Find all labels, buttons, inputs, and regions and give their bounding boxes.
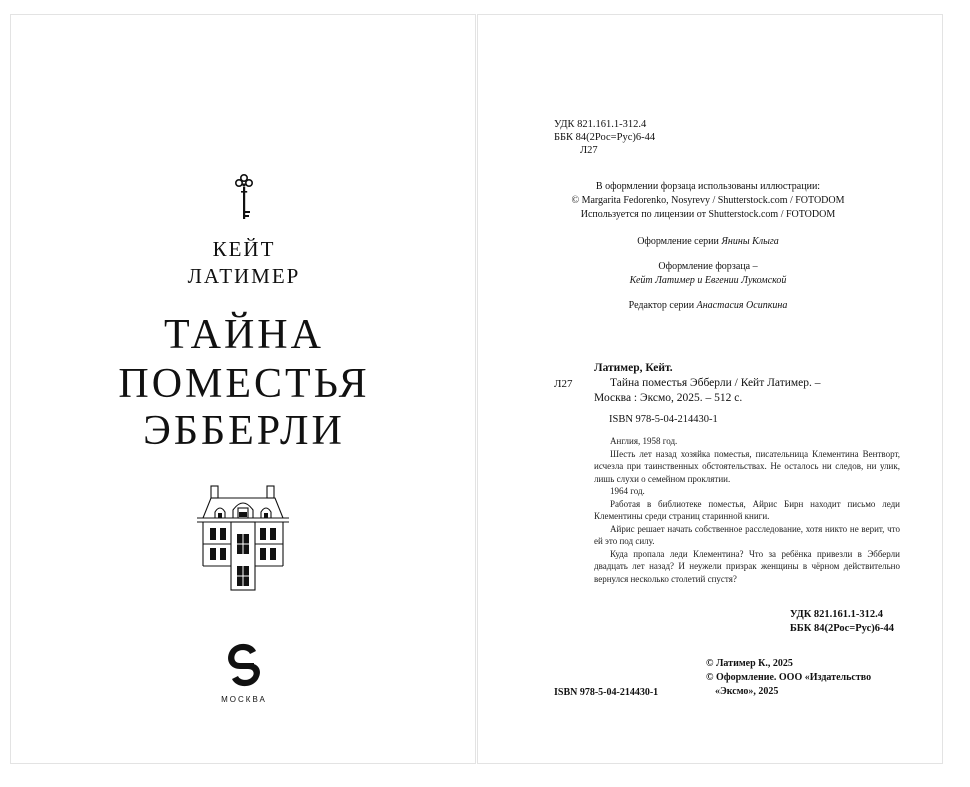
book-title-line-1: ТАЙНА <box>164 312 324 358</box>
credit-name: Янины Клыга <box>721 236 779 247</box>
bibliographic-record <box>594 361 900 406</box>
illustration-credits <box>558 180 858 222</box>
annotation-paragraph: Работая в библиотеке поместья, Айрис Бирн находит письмо леди Клементины среди страниц старинной книги. <box>594 498 900 521</box>
book-title-line-3: ЭББЕРЛИ <box>143 408 345 454</box>
key-icon <box>234 173 254 223</box>
annotation-paragraph: 1964 год. <box>610 486 645 496</box>
copyright-line: © Латимер К., 2025 <box>706 658 793 669</box>
annotation-paragraph: Куда пропала леди Клементина? Что за ребёнка привезли в Эбберли двадцать лет назад? И неужели призрак женщины в чёрном действительно вернулся несколько столетий спустя? <box>594 548 900 584</box>
publisher-city: МОСКВА <box>221 695 267 704</box>
bbk-code-bottom: ББК 84(2Рос=Рус)6-44 <box>789 623 894 634</box>
annotation-paragraph: Англия, 1958 год. <box>610 436 678 446</box>
isbn-bottom: ISBN 978-5-04-214430-1 <box>554 687 659 698</box>
series-editor-credit <box>558 299 858 313</box>
credit-label: Оформление форзаца – <box>658 261 758 272</box>
credit-name: Анастасия Осипкина <box>696 300 788 311</box>
classification-block-bottom <box>790 608 894 636</box>
bib-author: Латимер, Кейт. <box>594 362 673 374</box>
eksmo-logo <box>224 639 264 691</box>
bbk-code: ББК 84(2Рос=Рус)6-44 <box>554 132 656 143</box>
author-code: Л27 <box>580 145 598 156</box>
copyright-block <box>706 657 871 699</box>
annotation <box>594 435 900 585</box>
credit-line: © Margarita Fedorenko, Nosyrevy / Shutterstock.com / FOTODOM <box>571 195 845 206</box>
annotation-paragraph: Шесть лет назад хозяйка поместья, писательница Клементина Вентворт, исчезла при таинственных обстоятельствах. Не осталось ни следов, ни улик, лишь слухи о семейном проклятии. <box>594 448 900 484</box>
copyright-line: «Эксмо», 2025 <box>715 686 779 697</box>
udk-code-bottom: УДК 821.161.1-312.4 <box>789 609 884 620</box>
bib-isbn: ISBN 978-5-04-214430-1 <box>609 414 718 425</box>
credit-line: Используется по лицензии от Shutterstock.com / FOTODOM <box>580 209 836 220</box>
credit-line: В оформлении форзаца использованы иллюстрации: <box>595 181 821 192</box>
bib-imprint-line: Москва : Эксмо, 2025. – 512 с. <box>594 392 743 404</box>
credit-label: Редактор серии <box>628 300 697 311</box>
series-design-credit <box>558 235 858 249</box>
annotation-paragraph: Айрис решает начать собственное расследование, хотя никто не верит, что ей это под силу. <box>594 523 900 546</box>
udk-code: УДК 821.161.1-312.4 <box>554 119 647 130</box>
author-first-name: КЕЙТ <box>212 237 276 261</box>
bib-author-code: Л27 <box>554 378 573 390</box>
author-last-name: ЛАТИМЕР <box>187 264 301 288</box>
credit-label: Оформление серии <box>637 236 722 247</box>
classification-block-top <box>554 118 655 157</box>
title-page <box>10 14 476 764</box>
credit-name: Кейт Латимер и Евгении Лукомской <box>629 275 787 286</box>
book-title-line-2: ПОМЕСТЬЯ <box>118 361 370 407</box>
endpaper-design-credit <box>558 260 858 288</box>
bib-title-line: Тайна поместья Эбберли / Кейт Латимер. – <box>610 377 821 389</box>
house-illustration <box>193 482 293 594</box>
imprint-page <box>477 14 943 764</box>
copyright-line: © Оформление. ООО «Издательство <box>706 672 872 683</box>
